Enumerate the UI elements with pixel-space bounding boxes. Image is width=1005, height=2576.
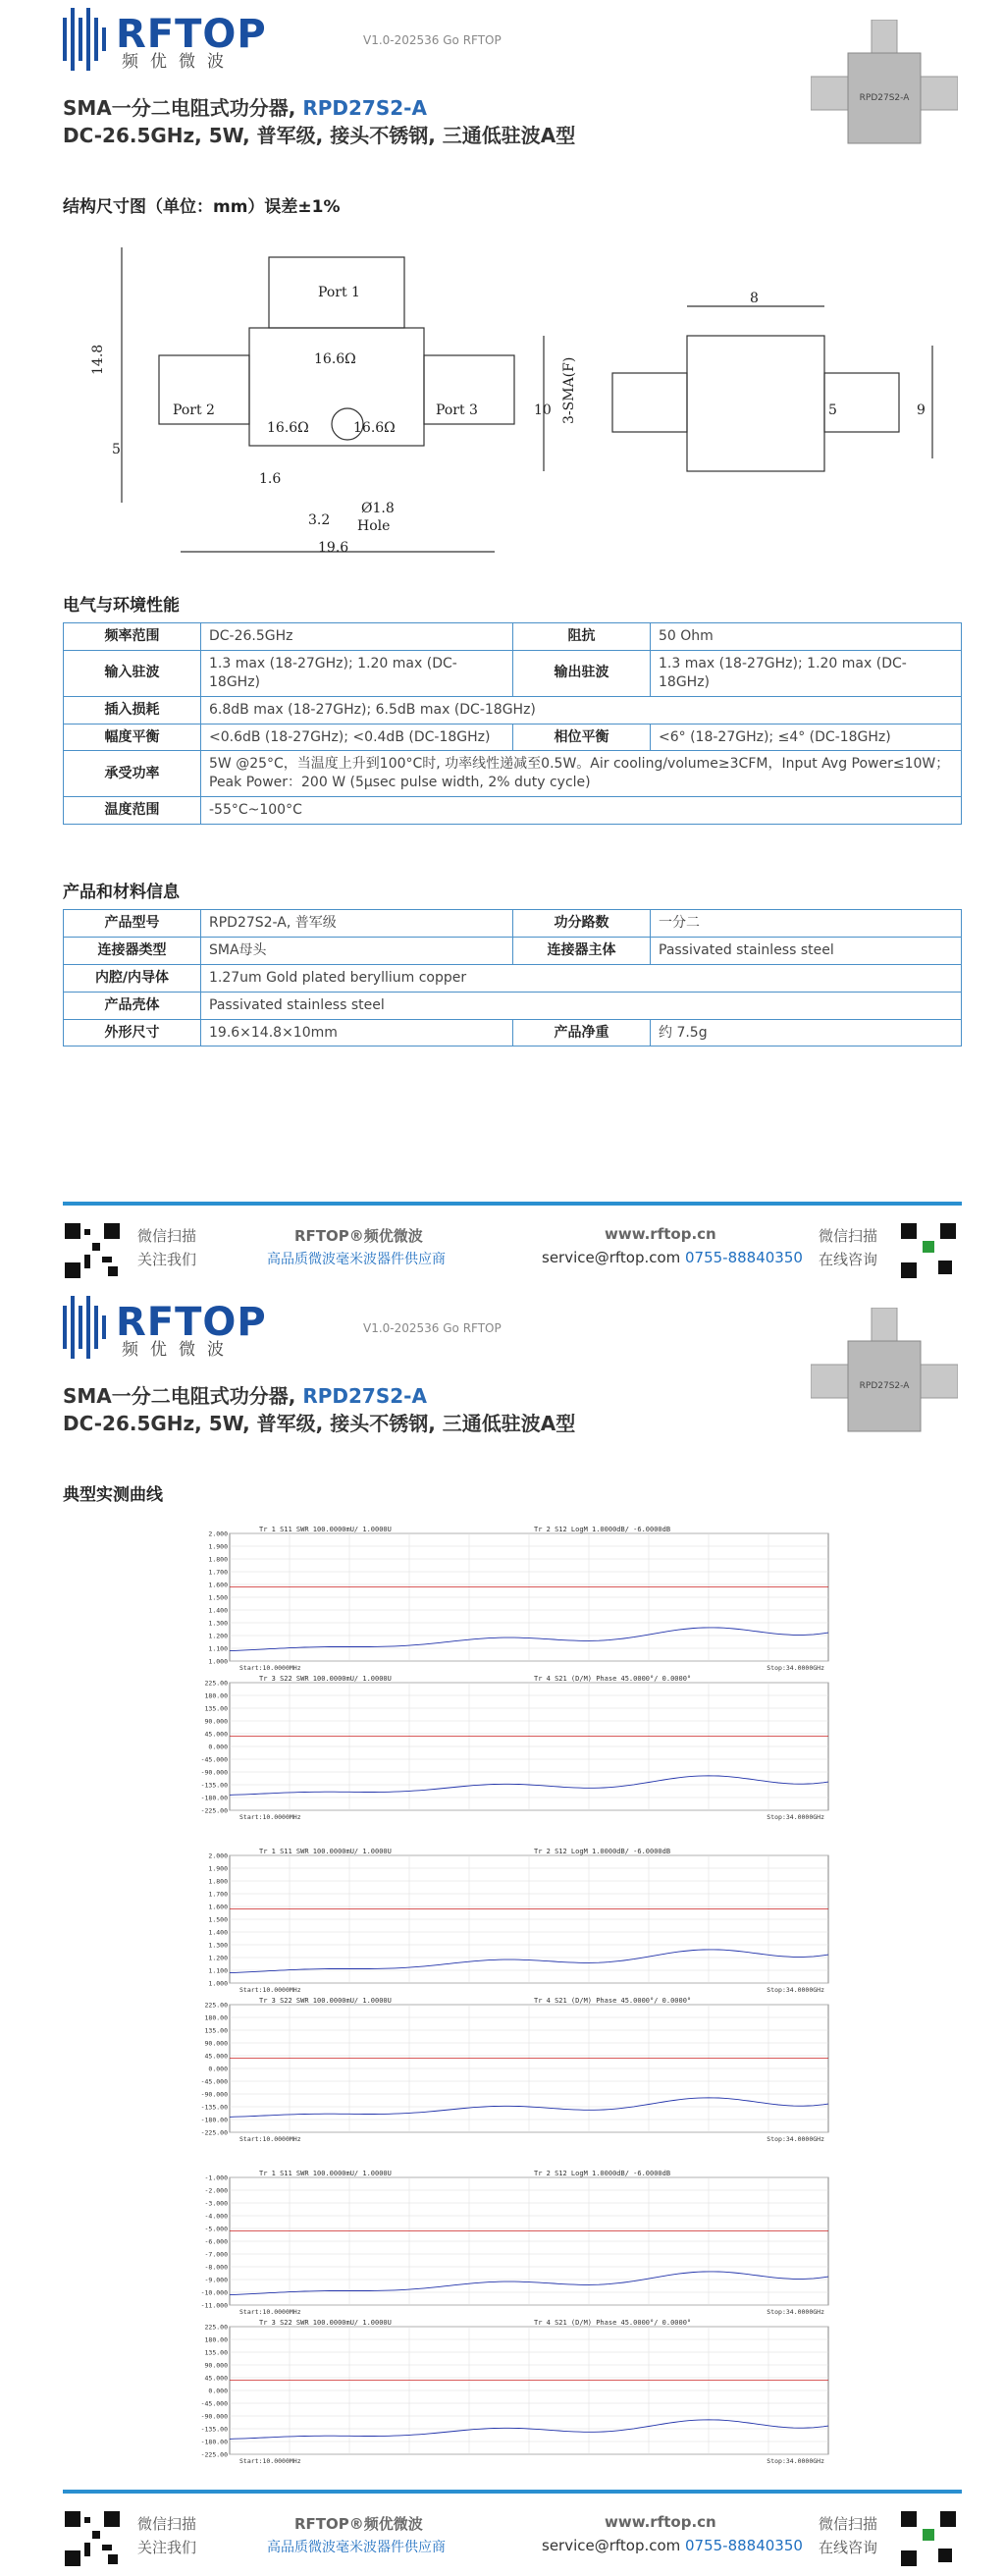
dim-9: 9 bbox=[917, 402, 926, 418]
y-tick-label: 90.000 bbox=[204, 2039, 228, 2048]
y-tick-label: -1.000 bbox=[204, 2174, 228, 2182]
table-row: 产品型号 RPD27S2-A, 普军级 功分路数 一分二 bbox=[64, 910, 962, 938]
y-tick-label: 1.700 bbox=[208, 1890, 228, 1899]
y-tick-label: -8.000 bbox=[204, 2263, 228, 2272]
table-row: 幅度平衡 <0.6dB (18-27GHz); <0.4dB (DC-18GHz) 相位平衡 <6° (18-27GHz); ≤4° (DC-18GHz) bbox=[64, 724, 962, 751]
y-tick-label: 180.00 bbox=[204, 2335, 228, 2344]
page-header bbox=[0, 1288, 1005, 1435]
product-subtitle: DC-26.5GHz, 5W, 普军级, 接头不锈钢, 三通低驻波A型 bbox=[63, 124, 576, 147]
x-start-label: Start:10.0000MHz bbox=[239, 1664, 301, 1672]
y-tick-label: -45.000 bbox=[200, 2077, 228, 2086]
y-tick-label: -2.000 bbox=[204, 2186, 228, 2195]
trace-label: Tr 3 S22 SWR 100.0000mU/ 1.0000U bbox=[259, 1675, 392, 1683]
dim-5: 5 bbox=[112, 442, 121, 457]
y-tick-label: 135.00 bbox=[204, 1704, 228, 1713]
x-start-label: Start:10.0000MHz bbox=[239, 2308, 301, 2316]
y-tick-label: 2.000 bbox=[208, 1530, 228, 1538]
section-drawing-title: 结构尺寸图（单位：mm）误差±1% bbox=[63, 197, 341, 217]
page-2 bbox=[0, 1288, 1005, 2490]
section-material-title: 产品和材料信息 bbox=[63, 883, 180, 902]
footer-phone: 0755-88840350 bbox=[685, 1249, 803, 1266]
y-tick-label: -11.000 bbox=[200, 2301, 228, 2310]
x-stop-label: Stop:34.0000GHz bbox=[767, 1986, 824, 1994]
y-tick-label: -180.00 bbox=[200, 2116, 228, 2124]
measured-chart-2 bbox=[190, 1844, 838, 2158]
product-subtitle: DC-26.5GHz, 5W, 普军级, 接头不锈钢, 三通低驻波A型 bbox=[63, 1412, 576, 1435]
y-tick-label: 45.000 bbox=[204, 1730, 228, 1739]
port1-label: Port 1 bbox=[318, 285, 360, 300]
logo-cn: 频优微波 bbox=[122, 1340, 236, 1360]
consult-label: 在线咨询 bbox=[819, 1251, 878, 1268]
x-stop-label: Stop:34.0000GHz bbox=[767, 2308, 824, 2316]
y-tick-label: -225.00 bbox=[200, 1806, 228, 1815]
qr-code-icon bbox=[899, 1221, 958, 1280]
y-tick-label: -3.000 bbox=[204, 2199, 228, 2208]
y-tick-label: -45.000 bbox=[200, 1755, 228, 1764]
dim-5b: 5 bbox=[828, 402, 837, 418]
svg-text:RPD27S2-A: RPD27S2-A bbox=[859, 93, 910, 103]
wechat-scan-label-2: 微信扫描 bbox=[819, 1227, 878, 1245]
y-tick-label: 1.100 bbox=[208, 1966, 228, 1975]
y-tick-label: 225.00 bbox=[204, 1679, 228, 1688]
measured-chart-1 bbox=[190, 1522, 838, 1836]
table-row: 外形尺寸 19.6×14.8×10mm 产品净重 约 7.5g bbox=[64, 1019, 962, 1046]
trace-label: Tr 2 S12 LogM 1.0000dB/ -6.0000dB bbox=[534, 1526, 671, 1533]
y-tick-label: -7.000 bbox=[204, 2250, 228, 2259]
footer bbox=[0, 1202, 1005, 1288]
trace-label: Tr 3 S22 SWR 100.0000mU/ 1.0000U bbox=[259, 2319, 392, 2327]
trace-label: Tr 4 S21 (D/M) Phase 45.0000°/ 0.0000° bbox=[534, 1997, 692, 2005]
y-tick-label: 1.400 bbox=[208, 1928, 228, 1937]
dim-19-6: 19.6 bbox=[318, 540, 349, 556]
product-title: SMA一分二电阻式功分器, RPD27S2-A bbox=[63, 96, 427, 120]
logo-text: RFTOP bbox=[116, 12, 267, 57]
trace-label: Tr 1 S11 SWR 100.0000mU/ 1.0000U bbox=[259, 2170, 392, 2177]
y-tick-label: -180.00 bbox=[200, 2438, 228, 2446]
y-tick-label: 0.000 bbox=[208, 1743, 228, 1751]
footer-email-link[interactable]: service@rftop.com bbox=[542, 1249, 681, 1266]
y-tick-label: 0.000 bbox=[208, 2387, 228, 2395]
y-tick-label: 1.500 bbox=[208, 1593, 228, 1602]
qr-code-icon bbox=[63, 2509, 122, 2568]
y-tick-label: 1.600 bbox=[208, 1581, 228, 1589]
trace-label: Tr 4 S21 (D/M) Phase 45.0000°/ 0.0000° bbox=[534, 2319, 692, 2327]
y-tick-label: 1.700 bbox=[208, 1568, 228, 1577]
dim-hole-dia: Ø1.8 bbox=[361, 501, 395, 516]
dim-3-2: 3.2 bbox=[308, 512, 331, 528]
sma-label: 3-SMA(F) bbox=[561, 356, 577, 424]
y-tick-label: 1.200 bbox=[208, 1632, 228, 1640]
y-tick-label: 1.500 bbox=[208, 1915, 228, 1924]
resistor-label-3: 16.6Ω bbox=[353, 420, 396, 436]
y-tick-label: 1.900 bbox=[208, 1864, 228, 1873]
follow-label: 关注我们 bbox=[137, 2539, 197, 2556]
y-tick-label: -5.000 bbox=[204, 2225, 228, 2233]
y-tick-label: -9.000 bbox=[204, 2276, 228, 2284]
section-curves-title: 典型实测曲线 bbox=[63, 1485, 163, 1505]
footer-website-link[interactable]: www.rftop.cn bbox=[605, 2513, 716, 2531]
y-tick-label: 1.300 bbox=[208, 1941, 228, 1950]
y-tick-label: -135.00 bbox=[200, 1781, 228, 1790]
y-tick-label: 180.00 bbox=[204, 2013, 228, 2022]
product-title: SMA一分二电阻式功分器, RPD27S2-A bbox=[63, 1384, 427, 1408]
y-tick-label: 1.600 bbox=[208, 1903, 228, 1911]
dim-1-6: 1.6 bbox=[259, 471, 282, 487]
y-tick-label: 1.900 bbox=[208, 1542, 228, 1551]
y-tick-label: 0.000 bbox=[208, 2065, 228, 2073]
svg-text:RPD27S2-A: RPD27S2-A bbox=[859, 1381, 910, 1391]
hole-label: Hole bbox=[357, 518, 391, 534]
x-start-label: Start:10.0000MHz bbox=[239, 2135, 301, 2143]
table-row: 产品壳体 Passivated stainless steel bbox=[64, 992, 962, 1019]
qr-code-icon bbox=[899, 2509, 958, 2568]
footer-brand: RFTOP®频优微波 bbox=[294, 1227, 423, 1245]
y-tick-label: -4.000 bbox=[204, 2212, 228, 2221]
qr-code-icon bbox=[63, 1221, 122, 1280]
material-table bbox=[63, 909, 962, 1046]
section-electrical-title: 电气与环境性能 bbox=[63, 596, 180, 616]
trace-label: Tr 2 S12 LogM 1.0000dB/ -6.0000dB bbox=[534, 1848, 671, 1855]
y-tick-label: -45.000 bbox=[200, 2399, 228, 2408]
footer-bar bbox=[63, 2490, 962, 2494]
y-tick-label: -225.00 bbox=[200, 2128, 228, 2137]
y-tick-label: 45.000 bbox=[204, 2052, 228, 2061]
table-row: 连接器类型 SMA母头 连接器主体 Passivated stainless steel bbox=[64, 937, 962, 964]
footer-tagline: 高品质微波毫米波器件供应商 bbox=[267, 1252, 446, 1267]
table-row: 插入损耗 6.8dB max (18-27GHz); 6.5dB max (DC-18GHz) bbox=[64, 696, 962, 724]
measured-chart-3 bbox=[190, 2166, 838, 2480]
y-tick-label: 1.100 bbox=[208, 1644, 228, 1653]
footer-email-link[interactable]: service@rftop.com bbox=[542, 2537, 681, 2554]
footer-brand: RFTOP®频优微波 bbox=[294, 2515, 423, 2533]
electrical-table bbox=[63, 622, 962, 825]
y-tick-label: 1.000 bbox=[208, 1979, 228, 1988]
x-stop-label: Stop:34.0000GHz bbox=[767, 1664, 824, 1672]
product-photo bbox=[811, 20, 958, 157]
version-label: V1.0-202536 Go RFTOP bbox=[363, 33, 502, 47]
footer-website-link[interactable]: www.rftop.cn bbox=[605, 1225, 716, 1243]
page-header bbox=[0, 0, 1005, 147]
footer-bar bbox=[63, 1202, 962, 1206]
wechat-scan-label: 微信扫描 bbox=[137, 1227, 197, 1245]
table-row: 承受功率 5W @25°C，当温度上升到100°C时, 功率线性递减至0.5W。Air cooling/volume≥3CFM，Input Avg Power≤10W；Peak Power：200 W (5μsec pulse width, 2% duty cycle) bbox=[64, 751, 962, 797]
y-tick-label: 90.000 bbox=[204, 1717, 228, 1726]
dim-8: 8 bbox=[750, 291, 759, 306]
trace-label: Tr 1 S11 SWR 100.0000mU/ 1.0000U bbox=[259, 1848, 392, 1855]
table-row: 内腔/内导体 1.27um Gold plated beryllium copper bbox=[64, 964, 962, 992]
resistor-label-2: 16.6Ω bbox=[267, 420, 309, 436]
y-tick-label: -90.000 bbox=[200, 1768, 228, 1777]
x-stop-label: Stop:34.0000GHz bbox=[767, 1813, 824, 1821]
wechat-scan-label: 微信扫描 bbox=[137, 2515, 197, 2533]
y-tick-label: -180.00 bbox=[200, 1794, 228, 1802]
y-tick-label: 135.00 bbox=[204, 2026, 228, 2035]
y-tick-label: -90.000 bbox=[200, 2090, 228, 2099]
trace-label: Tr 1 S11 SWR 100.0000mU/ 1.0000U bbox=[259, 1526, 392, 1533]
consult-label: 在线咨询 bbox=[819, 2539, 878, 2556]
table-row: 温度范围 -55°C~100°C bbox=[64, 797, 962, 825]
y-tick-label: 135.00 bbox=[204, 2348, 228, 2357]
resistor-label-1: 16.6Ω bbox=[314, 351, 356, 367]
trace-label: Tr 2 S12 LogM 1.0000dB/ -6.0000dB bbox=[534, 2170, 671, 2177]
footer-tagline: 高品质微波毫米波器件供应商 bbox=[267, 2540, 446, 2555]
x-stop-label: Stop:34.0000GHz bbox=[767, 2135, 824, 2143]
y-tick-label: -135.00 bbox=[200, 2425, 228, 2434]
x-start-label: Start:10.0000MHz bbox=[239, 2457, 301, 2465]
y-tick-label: 1.400 bbox=[208, 1606, 228, 1615]
y-tick-label: 180.00 bbox=[204, 1691, 228, 1700]
y-tick-label: 1.300 bbox=[208, 1619, 228, 1628]
y-tick-label: 2.000 bbox=[208, 1852, 228, 1860]
version-label: V1.0-202536 Go RFTOP bbox=[363, 1321, 502, 1335]
port3-label: Port 3 bbox=[436, 402, 478, 418]
y-tick-label: 225.00 bbox=[204, 2323, 228, 2332]
page-1 bbox=[0, 0, 1005, 1286]
y-tick-label: 1.800 bbox=[208, 1555, 228, 1564]
trace-label: Tr 3 S22 SWR 100.0000mU/ 1.0000U bbox=[259, 1997, 392, 2005]
y-tick-label: 1.200 bbox=[208, 1954, 228, 1962]
product-photo bbox=[811, 1308, 958, 1445]
y-tick-label: 45.000 bbox=[204, 2374, 228, 2383]
dimension-drawing bbox=[63, 228, 962, 566]
table-row: 输入驻波 1.3 max (18-27GHz); 1.20 max (DC-18GHz) 输出驻波 1.3 max (18-27GHz); 1.20 max (DC-18GHz) bbox=[64, 650, 962, 696]
trace-label: Tr 4 S21 (D/M) Phase 45.0000°/ 0.0000° bbox=[534, 1675, 692, 1683]
table-row: 频率范围 DC-26.5GHz 阻抗 50 Ohm bbox=[64, 623, 962, 651]
y-tick-label: -10.000 bbox=[200, 2288, 228, 2297]
y-tick-label: 90.000 bbox=[204, 2361, 228, 2370]
footer bbox=[0, 2490, 1005, 2576]
follow-label: 关注我们 bbox=[137, 1251, 197, 1268]
dim-14-8: 14.8 bbox=[90, 344, 106, 375]
y-tick-label: 225.00 bbox=[204, 2001, 228, 2010]
x-stop-label: Stop:34.0000GHz bbox=[767, 2457, 824, 2465]
logo-text: RFTOP bbox=[116, 1300, 267, 1345]
footer-phone: 0755-88840350 bbox=[685, 2537, 803, 2554]
y-tick-label: -135.00 bbox=[200, 2103, 228, 2112]
y-tick-label: -6.000 bbox=[204, 2237, 228, 2246]
y-tick-label: 1.000 bbox=[208, 1657, 228, 1666]
y-tick-label: 1.800 bbox=[208, 1877, 228, 1886]
dim-10: 10 bbox=[534, 402, 552, 418]
y-tick-label: -225.00 bbox=[200, 2450, 228, 2459]
x-start-label: Start:10.0000MHz bbox=[239, 1813, 301, 1821]
wechat-scan-label-2: 微信扫描 bbox=[819, 2515, 878, 2533]
y-tick-label: -90.000 bbox=[200, 2412, 228, 2421]
x-start-label: Start:10.0000MHz bbox=[239, 1986, 301, 1994]
logo-cn: 频优微波 bbox=[122, 52, 236, 72]
port2-label: Port 2 bbox=[173, 402, 215, 418]
